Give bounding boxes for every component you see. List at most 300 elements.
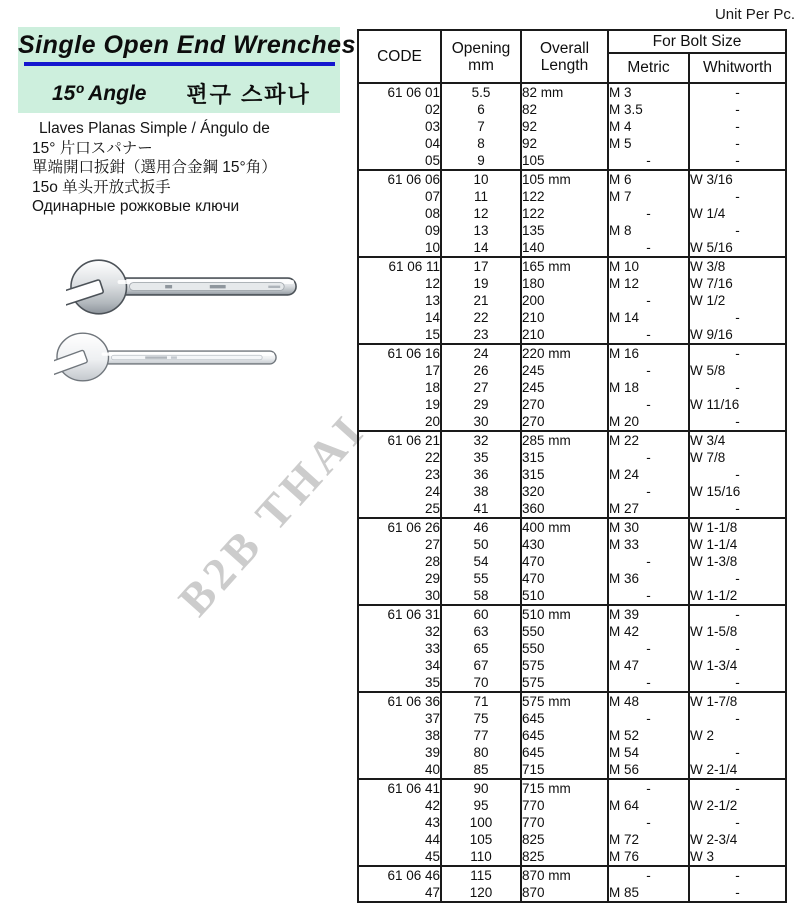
metric-cell: - [608, 866, 689, 884]
opening-cell: 30 [441, 413, 521, 431]
table-row [358, 727, 786, 744]
opening-cell: 41 [441, 500, 521, 518]
table-group [358, 779, 786, 866]
whitworth-cell: W 5/16 [689, 239, 786, 257]
table-row [358, 326, 786, 344]
whitworth-cell: W 2-1/4 [689, 761, 786, 779]
table-row [358, 797, 786, 814]
overall-cell: 180 [521, 275, 608, 292]
code-cell: 25 [358, 500, 441, 518]
whitworth-cell: - [689, 413, 786, 431]
metric-cell: M 56 [608, 761, 689, 779]
opening-cell: 90 [441, 779, 521, 797]
whitworth-cell: W 7/8 [689, 449, 786, 466]
overall-cell: 135 [521, 222, 608, 239]
code-cell: 09 [358, 222, 441, 239]
whitworth-cell: W 1-1/4 [689, 536, 786, 553]
metric-cell: M 10 [608, 257, 689, 275]
table-row [358, 831, 786, 848]
metric-cell: M 85 [608, 884, 689, 902]
code-cell: 45 [358, 848, 441, 866]
opening-cell: 21 [441, 292, 521, 309]
whitworth-cell: W 1-3/8 [689, 553, 786, 570]
whitworth-cell: - [689, 135, 786, 152]
table-row [358, 640, 786, 657]
opening-cell: 115 [441, 866, 521, 884]
table-row [358, 449, 786, 466]
code-cell: 02 [358, 101, 441, 118]
whitworth-cell: W 1-7/8 [689, 692, 786, 710]
metric-cell: M 30 [608, 518, 689, 536]
description-chinese-traditional: 單端開口扳鉗（選用合金鋼 15°角） [32, 159, 277, 176]
overall-cell: 575 mm [521, 692, 608, 710]
opening-cell: 77 [441, 727, 521, 744]
metric-cell: - [608, 326, 689, 344]
opening-cell: 35 [441, 449, 521, 466]
code-cell: 32 [358, 623, 441, 640]
whitworth-cell: W 1-1/2 [689, 587, 786, 605]
code-cell: 12 [358, 275, 441, 292]
opening-cell: 110 [441, 848, 521, 866]
whitworth-cell: - [689, 188, 786, 205]
metric-cell: M 4 [608, 118, 689, 135]
metric-cell: - [608, 205, 689, 222]
code-cell: 15 [358, 326, 441, 344]
table-group [358, 866, 786, 902]
table-row [358, 553, 786, 570]
overall-cell: 82 mm [521, 83, 608, 101]
code-cell: 29 [358, 570, 441, 587]
korean-label: 편구 스파나 [186, 82, 311, 107]
table-row [358, 710, 786, 727]
opening-cell: 54 [441, 553, 521, 570]
table-row [358, 814, 786, 831]
overall-cell: 550 [521, 623, 608, 640]
opening-cell: 5.5 [441, 83, 521, 101]
code-cell: 38 [358, 727, 441, 744]
overall-cell: 315 [521, 466, 608, 483]
table-row [358, 692, 786, 710]
overall-cell: 210 [521, 309, 608, 326]
opening-cell: 29 [441, 396, 521, 413]
metric-cell: - [608, 449, 689, 466]
whitworth-cell: W 1-3/4 [689, 657, 786, 674]
code-cell: 34 [358, 657, 441, 674]
overall-cell: 92 [521, 135, 608, 152]
whitworth-cell: - [689, 674, 786, 692]
table-row [358, 466, 786, 483]
opening-cell: 10 [441, 170, 521, 188]
overall-cell: 245 [521, 362, 608, 379]
overall-cell: 200 [521, 292, 608, 309]
table-row [358, 152, 786, 170]
opening-cell: 120 [441, 884, 521, 902]
metric-cell: - [608, 814, 689, 831]
page-title: Single Open End Wrenches [18, 31, 356, 59]
whitworth-cell: W 2 [689, 727, 786, 744]
code-cell: 61 06 46 [358, 866, 441, 884]
b2b-thai-watermark: B2B THAI [168, 403, 376, 626]
whitworth-cell: W 3/8 [689, 257, 786, 275]
code-cell: 20 [358, 413, 441, 431]
metric-cell: M 20 [608, 413, 689, 431]
opening-cell: 71 [441, 692, 521, 710]
code-cell: 30 [358, 587, 441, 605]
overall-cell: 715 mm [521, 779, 608, 797]
overall-cell: 320 [521, 483, 608, 500]
metric-cell: - [608, 710, 689, 727]
code-cell: 37 [358, 710, 441, 727]
metric-cell: - [608, 239, 689, 257]
opening-cell: 8 [441, 135, 521, 152]
table-row [358, 536, 786, 553]
metric-cell: - [608, 587, 689, 605]
spec-table [357, 29, 787, 903]
whitworth-cell: - [689, 570, 786, 587]
code-cell: 61 06 31 [358, 605, 441, 623]
metric-cell: M 12 [608, 275, 689, 292]
opening-cell: 75 [441, 710, 521, 727]
opening-cell: 27 [441, 379, 521, 396]
table-row [358, 188, 786, 205]
col-header-overall: Overall Length [521, 30, 608, 83]
code-cell: 61 06 36 [358, 692, 441, 710]
opening-cell: 12 [441, 205, 521, 222]
overall-cell: 510 mm [521, 605, 608, 623]
table-row [358, 623, 786, 640]
whitworth-cell: - [689, 884, 786, 902]
whitworth-cell: - [689, 379, 786, 396]
metric-cell: - [608, 483, 689, 500]
table-row [358, 309, 786, 326]
spec-table-container [357, 29, 787, 903]
table-group [358, 83, 786, 170]
metric-cell: - [608, 396, 689, 413]
metric-cell: - [608, 292, 689, 309]
metric-cell: M 3.5 [608, 101, 689, 118]
opening-cell: 7 [441, 118, 521, 135]
metric-cell: - [608, 553, 689, 570]
opening-cell: 58 [441, 587, 521, 605]
code-cell: 47 [358, 884, 441, 902]
table-row [358, 83, 786, 101]
whitworth-cell: - [689, 344, 786, 362]
whitworth-cell: - [689, 466, 786, 483]
table-row [358, 118, 786, 135]
table-row [358, 587, 786, 605]
table-group [358, 344, 786, 431]
table-row [358, 170, 786, 188]
code-cell: 40 [358, 761, 441, 779]
overall-cell: 470 [521, 570, 608, 587]
overall-cell: 165 mm [521, 257, 608, 275]
overall-cell: 870 mm [521, 866, 608, 884]
code-cell: 27 [358, 536, 441, 553]
code-cell: 61 06 11 [358, 257, 441, 275]
code-cell: 03 [358, 118, 441, 135]
code-cell: 61 06 06 [358, 170, 441, 188]
table-row [358, 761, 786, 779]
overall-cell: 122 [521, 205, 608, 222]
table-group [358, 605, 786, 692]
overall-cell: 400 mm [521, 518, 608, 536]
whitworth-cell: - [689, 779, 786, 797]
opening-cell: 100 [441, 814, 521, 831]
metric-cell: M 24 [608, 466, 689, 483]
whitworth-cell: - [689, 605, 786, 623]
code-cell: 05 [358, 152, 441, 170]
opening-cell: 17 [441, 257, 521, 275]
code-cell: 10 [358, 239, 441, 257]
metric-cell: M 6 [608, 170, 689, 188]
whitworth-cell: W 3/16 [689, 170, 786, 188]
table-row [358, 257, 786, 275]
opening-cell: 11 [441, 188, 521, 205]
overall-cell: 315 [521, 449, 608, 466]
overall-cell: 92 [521, 118, 608, 135]
table-row [358, 744, 786, 761]
table-row [358, 431, 786, 449]
metric-cell: M 47 [608, 657, 689, 674]
table-row [358, 518, 786, 536]
col-header-code: CODE [358, 30, 441, 83]
single-open-end-wrench-photo-2 [54, 329, 282, 387]
overall-cell: 575 [521, 657, 608, 674]
overall-cell: 770 [521, 797, 608, 814]
whitworth-cell: W 3/4 [689, 431, 786, 449]
overall-cell: 122 [521, 188, 608, 205]
code-cell: 07 [358, 188, 441, 205]
whitworth-cell: - [689, 101, 786, 118]
code-cell: 42 [358, 797, 441, 814]
table-group [358, 692, 786, 779]
metric-cell: M 27 [608, 500, 689, 518]
opening-cell: 13 [441, 222, 521, 239]
code-cell: 22 [358, 449, 441, 466]
overall-cell: 645 [521, 744, 608, 761]
code-cell: 61 06 01 [358, 83, 441, 101]
code-cell: 18 [358, 379, 441, 396]
whitworth-cell: - [689, 309, 786, 326]
metric-cell: - [608, 152, 689, 170]
opening-cell: 80 [441, 744, 521, 761]
table-row [358, 101, 786, 118]
table-row [358, 344, 786, 362]
opening-cell: 32 [441, 431, 521, 449]
code-cell: 28 [358, 553, 441, 570]
overall-cell: 470 [521, 553, 608, 570]
code-cell: 04 [358, 135, 441, 152]
description-chinese-simplified: 15o 单头开放式扳手 [32, 178, 171, 196]
subtitle-row [18, 78, 340, 109]
code-cell: 19 [358, 396, 441, 413]
overall-cell: 285 mm [521, 431, 608, 449]
table-row [358, 848, 786, 866]
opening-cell: 23 [441, 326, 521, 344]
col-header-metric: Metric [608, 53, 689, 83]
whitworth-cell: W 7/16 [689, 275, 786, 292]
table-header [358, 30, 786, 83]
opening-cell: 63 [441, 623, 521, 640]
col-header-bolt-size: For Bolt Size [608, 30, 786, 53]
opening-cell: 105 [441, 831, 521, 848]
metric-cell: M 16 [608, 344, 689, 362]
metric-cell: M 64 [608, 797, 689, 814]
code-cell: 24 [358, 483, 441, 500]
code-cell: 23 [358, 466, 441, 483]
table-row [358, 222, 786, 239]
table-group [358, 170, 786, 257]
overall-cell: 270 [521, 413, 608, 431]
title-banner [18, 27, 356, 113]
overall-cell: 825 [521, 848, 608, 866]
whitworth-cell: - [689, 866, 786, 884]
opening-cell: 26 [441, 362, 521, 379]
table-row [358, 205, 786, 222]
whitworth-cell: - [689, 118, 786, 135]
table-row [358, 674, 786, 692]
whitworth-cell: - [689, 83, 786, 101]
metric-cell: M 72 [608, 831, 689, 848]
metric-cell: M 18 [608, 379, 689, 396]
whitworth-cell: W 11/16 [689, 396, 786, 413]
code-cell: 61 06 26 [358, 518, 441, 536]
overall-cell: 575 [521, 674, 608, 692]
table-group [358, 257, 786, 344]
code-cell: 33 [358, 640, 441, 657]
table-row [358, 605, 786, 623]
opening-cell: 50 [441, 536, 521, 553]
metric-cell: M 42 [608, 623, 689, 640]
code-cell: 61 06 16 [358, 344, 441, 362]
overall-cell: 245 [521, 379, 608, 396]
opening-cell: 9 [441, 152, 521, 170]
metric-cell: M 33 [608, 536, 689, 553]
whitworth-cell: - [689, 500, 786, 518]
angle-label: 15º Angle [52, 81, 147, 105]
table-row [358, 292, 786, 309]
overall-cell: 770 [521, 814, 608, 831]
opening-cell: 55 [441, 570, 521, 587]
overall-cell: 715 [521, 761, 608, 779]
single-open-end-wrench-photo-1 [66, 255, 304, 319]
description-japanese: 15° 片口スパナー [32, 139, 153, 157]
opening-cell: 67 [441, 657, 521, 674]
opening-cell: 60 [441, 605, 521, 623]
whitworth-cell: W 2-3/4 [689, 831, 786, 848]
code-cell: 13 [358, 292, 441, 309]
opening-cell: 95 [441, 797, 521, 814]
metric-cell: M 54 [608, 744, 689, 761]
table-row [358, 570, 786, 587]
metric-cell: M 8 [608, 222, 689, 239]
whitworth-cell: - [689, 640, 786, 657]
table-row [358, 657, 786, 674]
whitworth-cell: - [689, 814, 786, 831]
table-row [358, 379, 786, 396]
whitworth-cell: W 3 [689, 848, 786, 866]
code-cell: 39 [358, 744, 441, 761]
whitworth-cell: W 1/2 [689, 292, 786, 309]
table-row [358, 275, 786, 292]
opening-cell: 19 [441, 275, 521, 292]
whitworth-cell: - [689, 744, 786, 761]
overall-cell: 105 mm [521, 170, 608, 188]
whitworth-cell: W 1-1/8 [689, 518, 786, 536]
overall-cell: 140 [521, 239, 608, 257]
description-russian: Одинарные рожковые ключи [32, 198, 240, 215]
code-cell: 14 [358, 309, 441, 326]
table-row [358, 500, 786, 518]
code-cell: 17 [358, 362, 441, 379]
table-row [358, 779, 786, 797]
metric-cell: M 3 [608, 83, 689, 101]
table-group [358, 518, 786, 605]
opening-cell: 65 [441, 640, 521, 657]
metric-cell: - [608, 362, 689, 379]
whitworth-cell: W 15/16 [689, 483, 786, 500]
overall-cell: 825 [521, 831, 608, 848]
table-row [358, 866, 786, 884]
table-row [358, 413, 786, 431]
code-cell: 44 [358, 831, 441, 848]
metric-cell: M 22 [608, 431, 689, 449]
opening-cell: 70 [441, 674, 521, 692]
whitworth-cell: W 2-1/2 [689, 797, 786, 814]
metric-cell: M 76 [608, 848, 689, 866]
metric-cell: M 36 [608, 570, 689, 587]
overall-cell: 270 [521, 396, 608, 413]
whitworth-cell: - [689, 710, 786, 727]
whitworth-cell: W 1-5/8 [689, 623, 786, 640]
table-row [358, 135, 786, 152]
metric-cell: M 52 [608, 727, 689, 744]
code-cell: 61 06 41 [358, 779, 441, 797]
table-row [358, 884, 786, 902]
metric-cell: M 39 [608, 605, 689, 623]
opening-cell: 46 [441, 518, 521, 536]
opening-cell: 24 [441, 344, 521, 362]
title-underline [24, 62, 335, 66]
whitworth-cell: W 9/16 [689, 326, 786, 344]
overall-cell: 870 [521, 884, 608, 902]
col-header-whitworth: Whitworth [689, 53, 786, 83]
whitworth-cell: W 1/4 [689, 205, 786, 222]
metric-cell: M 14 [608, 309, 689, 326]
overall-cell: 210 [521, 326, 608, 344]
overall-cell: 645 [521, 710, 608, 727]
overall-cell: 105 [521, 152, 608, 170]
code-cell: 08 [358, 205, 441, 222]
overall-cell: 645 [521, 727, 608, 744]
overall-cell: 82 [521, 101, 608, 118]
metric-cell: - [608, 674, 689, 692]
table-row [358, 239, 786, 257]
whitworth-cell: - [689, 222, 786, 239]
metric-cell: M 5 [608, 135, 689, 152]
unit-per-pc-label: Unit Per Pc. [714, 6, 795, 23]
whitworth-cell: - [689, 152, 786, 170]
code-cell: 43 [358, 814, 441, 831]
table-row [358, 483, 786, 500]
overall-cell: 550 [521, 640, 608, 657]
opening-cell: 38 [441, 483, 521, 500]
overall-cell: 220 mm [521, 344, 608, 362]
overall-cell: 430 [521, 536, 608, 553]
whitworth-cell: W 5/8 [689, 362, 786, 379]
overall-cell: 510 [521, 587, 608, 605]
col-header-opening: Opening mm [441, 30, 521, 83]
